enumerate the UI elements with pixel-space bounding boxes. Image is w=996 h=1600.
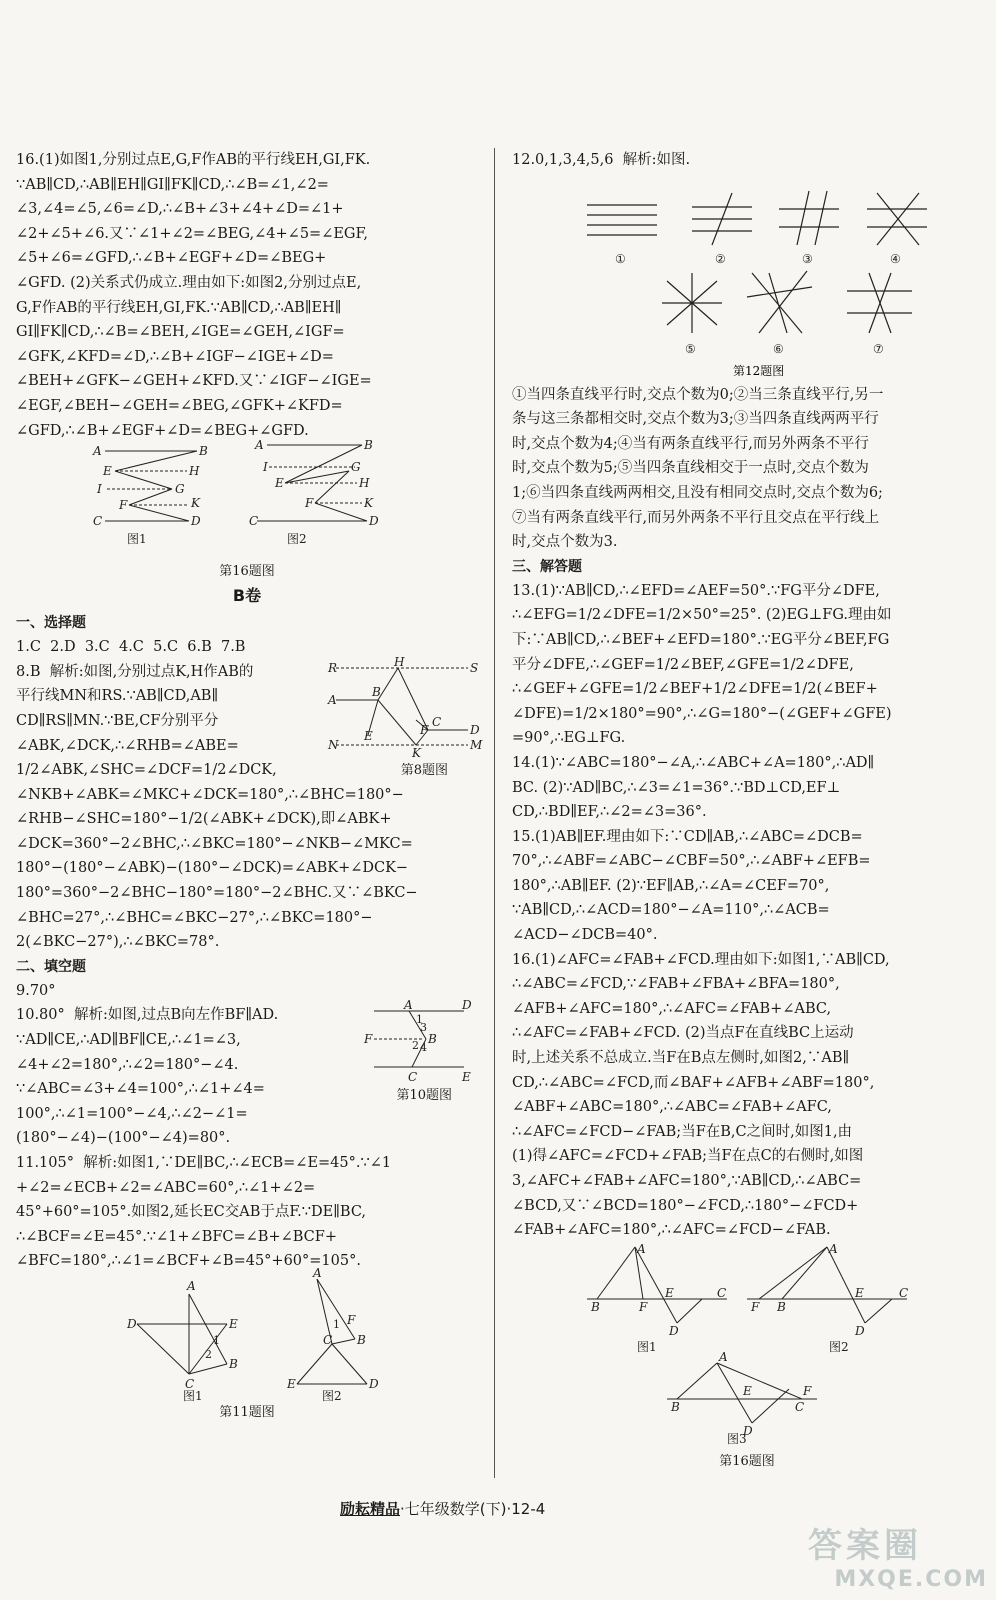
svg-text:B: B (777, 1299, 786, 1314)
svg-text:D: D (669, 1323, 679, 1338)
q8-block (16, 654, 483, 955)
section-b-title: B卷 (232, 586, 262, 606)
svg-text:B: B (372, 684, 381, 699)
section-choice-title: 一、选择题 (16, 615, 86, 632)
svg-text:E: E (103, 464, 112, 479)
svg-text:A: A (637, 1241, 646, 1256)
right-column (512, 148, 982, 1471)
page-footer (340, 1498, 545, 1519)
svg-text:A: A (719, 1349, 728, 1364)
svg-text:C: C (93, 514, 103, 529)
svg-text:B: B (229, 1356, 238, 1371)
q11-solution: 11.105° 解析:如图1,∵DE∥BC,∴∠ECB=∠E=45°.∵∠1 +∠2=∠ECB+∠2=∠ABC=60°,∴∠1+∠2= 45°+60°=105°.如图2,延长EC交AB于点F.∵DE∥BC, ∴∠BCF=∠E=45°.∵∠1+∠BFC=∠B+∠BCF+ ∠BFC=180°,∴∠1=∠BCF+∠B=45°+60°=105°. (16, 1155, 392, 1270)
figure-16-right (577, 1243, 917, 1453)
figure-16-left (87, 438, 407, 563)
svg-text:A: A (829, 1241, 838, 1256)
svg-text:D: D (127, 1316, 137, 1331)
svg-text:E: E (462, 1070, 471, 1085)
svg-text:F: F (803, 1383, 812, 1398)
svg-text:I: I (263, 460, 268, 475)
fig12-num-6: ⑥ (773, 341, 784, 356)
q13-solution: 13.(1)∵AB∥CD,∴∠EFD=∠AEF=50°.∵FG平分∠DFE, ∴∠EFG=1/2∠DFE=1/2×50°=25°. (2)EG⊥FG.理由如 下:∵AB∥CD,∴∠BEF+∠EFD=180°.∵EG平分∠BEF,FG 平分∠DFE,∴∠GEF=1/2∠BEF,∠GFE=1/2∠DFE, ∴∠GEF+∠GFE=1/2∠BEF+1/2∠DFE=1/2(∠BEF+ ∠DFE)=1/2×180°=90°,∴∠G=180°−(∠GEF+∠GFE) =90°,∴EG⊥FG. (512, 582, 892, 747)
svg-text:2: 2 (412, 1039, 419, 1053)
section-answer-title: 三、解答题 (512, 558, 582, 575)
fig16r-label-3: 图3 (727, 1431, 747, 1446)
q10-block (16, 998, 478, 1151)
svg-text:H: H (189, 464, 200, 479)
svg-text:G: G (175, 482, 185, 497)
svg-text:F: F (347, 1312, 356, 1327)
svg-text:G: G (351, 460, 361, 475)
footer-subject: ·七年级数学(下)· (400, 1500, 512, 1518)
q12-answer: 12.0,1,3,4,5,6 解析:如图. (512, 152, 691, 168)
fig12-num-4: ④ (890, 251, 901, 266)
svg-text:1: 1 (416, 1013, 423, 1027)
svg-text:D: D (462, 998, 472, 1013)
svg-text:E: E (855, 1285, 864, 1300)
q8-solution: 8.B 解析:如图,分别过点K,H作AB的 平行线MN和RS.∵AB∥CD,AB∥ CD∥RS∥MN.∵BE,CF分别平分 ∠ABK,∠DCK,∴∠RHB=∠ABE= 1/2∠ABK,∠SHC=∠DCF=1/2∠DCK, ∠NKB+∠ABK=∠MKC+∠DCK=180°,∴∠BHC=180°− ∠RHB−∠SHC=180°−1/2(∠ABK+∠DCK),即∠ABK+ ∠DCK=360°−2∠BHC,∴∠BKC=180°−∠NKB−∠MKC= 180°−(180°−∠ABK)−(180°−∠DCK)=∠ABK+∠DCK− 180°=360°−2∠BHC−180°=180°−2∠BHC.又∵∠BKC− ∠BHC=27°,∴∠BHC=∠BKC−27°,∴∠BKC=180°− 2(∠BKC−27°),∴∠BKC=78°. (16, 663, 418, 951)
svg-text:A: A (255, 438, 264, 453)
svg-text:F: F (305, 496, 314, 511)
figure-12 (547, 173, 947, 383)
q16-solution-right: 16.(1)∠AFC=∠FAB+∠FCD.理由如下:如图1,∵AB∥CD, ∴∠ABC=∠FCD,∵∠FAB+∠FBA+∠BFA=180°, ∠AFB+∠AFC=180°,∴∠AFC=∠FAB+∠ABC, ∴∠AFC=∠FAB+∠FCD. (2)当点F在直线BC上运动 时,上述关系不总成立.当F在B点左侧时,如图2,∵AB∥ CD,∴∠ABC=∠FCD,而∠BAF+∠AFB+∠ABF=180°, ∠ABF+∠ABC=180°,∴∠ABC=∠FAB+∠AFC, ∴∠AFC=∠FCD−∠FAB;当F在B,C之间时,如图1,由 (1)得∠AFC=∠FCD+∠FAB;当F在点C的右侧时,如图 3,∠AFC+∠FAB+∠AFC=180°,∵AB∥CD,∴∠ABC= ∠BCD,又∵∠BCD=180°−∠FCD,∴180°−∠FCD+ ∠FAB+∠AFC=180°,∴∠AFC=∠FCD−∠FAB. (512, 951, 890, 1239)
svg-text:F: F (364, 1032, 373, 1047)
svg-text:E: E (229, 1316, 238, 1331)
fig11-label-1: 图1 (183, 1388, 203, 1403)
svg-text:E: E (364, 728, 373, 743)
watermark-line2: MXQE.COM (834, 1567, 988, 1592)
choice-answers: 1.C 2.D 3.C 4.C 5.C 6.B 7.B (16, 639, 246, 656)
svg-text:D: D (470, 722, 480, 737)
svg-text:D: D (369, 514, 379, 529)
fig10-caption: 第10题图 (396, 1088, 452, 1104)
svg-text:D: D (369, 1376, 379, 1391)
svg-text:E: E (287, 1376, 296, 1391)
footer-brand: 励耘精品 (340, 1500, 401, 1518)
svg-text:4: 4 (420, 1041, 427, 1055)
svg-text:E: E (743, 1383, 752, 1398)
svg-text:A: A (313, 1265, 322, 1280)
svg-text:H: H (394, 654, 405, 669)
svg-text:C: C (323, 1332, 333, 1347)
svg-text:B: B (364, 438, 373, 453)
left-column (16, 148, 483, 1422)
svg-text:H: H (359, 476, 370, 491)
svg-text:F: F (639, 1299, 648, 1314)
svg-text:A: A (187, 1278, 196, 1293)
svg-text:S: S (470, 660, 479, 675)
svg-text:3: 3 (420, 1021, 427, 1035)
q14-solution: 14.(1)∵∠ABC=180°−∠A,∴∠ABC+∠A=180°,∴AD∥ BC. (2)∵AD∥BC,∴∠3=∠1=36°.∵BD⊥CD,EF⊥ CD,∴BD∥EF,∴∠2=∠3=36°. (512, 754, 875, 821)
fig12-num-7: ⑦ (873, 341, 884, 356)
svg-text:A: A (93, 444, 102, 459)
svg-text:K: K (191, 496, 200, 511)
svg-text:C: C (249, 514, 259, 529)
svg-text:M: M (470, 737, 483, 752)
fig12-num-2: ② (715, 251, 726, 266)
svg-text:1: 1 (333, 1317, 340, 1331)
fig11-label-2: 图2 (322, 1388, 342, 1403)
watermark-line1: 答案圈 (808, 1526, 922, 1566)
figure-8 (328, 654, 483, 760)
column-divider (494, 148, 495, 1478)
q15-solution: 15.(1)AB∥EF.理由如下:∵CD∥AB,∴∠ABC=∠DCB= 70°,∴∠ABF=∠ABC−∠CBF=50°,∴∠ABF+∠EFB= 180°,∴AB∥EF. (2)∵EF∥AB,∴∠A=∠CEF=70°, ∵AB∥CD,∴∠ACD=180°−∠A=110°,∴∠ACB= ∠ACD−∠DCB=40°. (512, 828, 871, 944)
figure-11 (107, 1265, 387, 1404)
fig11-caption: 第11题图 (219, 1404, 275, 1420)
svg-text:B: B (357, 1332, 366, 1347)
svg-text:A: A (328, 692, 337, 707)
footer-page: 12-4 (511, 1500, 546, 1518)
svg-text:B: B (199, 444, 208, 459)
svg-text:C: C (432, 714, 442, 729)
svg-text:K: K (412, 745, 421, 760)
svg-text:E: E (275, 476, 284, 491)
svg-text:B: B (591, 1299, 600, 1314)
fig12-num-1: ① (615, 251, 626, 266)
q16-solution: 16.(1)如图1,分别过点E,G,F作AB的平行线EH,GI,FK. ∵AB∥CD,∴AB∥EH∥GI∥FK∥CD,∴∠B=∠1,∠2= ∠3,∠4=∠5,∠6=∠D,∴∠B+∠3+∠4+∠D=∠1+ ∠2+∠5+∠6.又∵∠1+∠2=∠BEG,∠4+∠5=∠EGF, ∠5+∠6=∠GFD,∴∠B+∠EGF+∠D=∠BEG+ ∠GFD. (2)关系式仍成立.理由如下:如图2,分别过点E, G,F作AB的平行线EH,GI,FK.∵AB∥CD,∴AB∥EH∥ GI∥FK∥CD,∴∠B=∠BEH,∠IGE=∠GEH,∠IGF= ∠GFK,∠KFD=∠D,∴∠B+∠IGF−∠IGE+∠D= ∠BEH+∠GFK−∠GEH+∠KFD.又∵∠IGF−∠IGE= ∠EGF,∠BEH−∠GEH=∠BEG,∠GFK+∠KFD= ∠GFD,∴∠B+∠EGF+∠D=∠BEG+∠GFD. (16, 152, 372, 439)
svg-text:A: A (404, 998, 413, 1013)
svg-text:2: 2 (205, 1347, 212, 1361)
svg-text:1: 1 (213, 1333, 220, 1347)
fig16-caption: 第16题图 (219, 564, 275, 580)
svg-text:K: K (364, 496, 373, 511)
fig12-caption: 第12题图 (733, 363, 785, 378)
svg-text:C: C (185, 1376, 195, 1391)
section-fill-title: 二、填空题 (16, 958, 86, 975)
fig16r-caption: 第16题图 (719, 1453, 775, 1469)
svg-text:N: N (328, 737, 339, 752)
q10-solution: 10.80° 解析:如图,过点B向左作BF∥AD. ∵AD∥CE,∴AD∥BF∥CE,∴∠1=∠3, ∠4+∠2=180°,∴∠2=180°−∠4. ∵∠ABC=∠3+∠4=100°,∴∠1+∠4= 100°,∴∠1=100°−∠4,∴∠2−∠1= (180°−∠4)−(100°−∠4)=80°. (16, 1007, 279, 1147)
svg-text:B: B (671, 1399, 680, 1414)
fig2-label: 图2 (287, 532, 307, 547)
fig8-caption: 第8题图 (400, 762, 448, 778)
svg-text:B: B (428, 1032, 437, 1047)
q9-answer: 9.70° (16, 982, 56, 999)
svg-text:C: C (408, 1070, 418, 1085)
svg-text:E: E (665, 1285, 674, 1300)
fig1-label: 图1 (127, 532, 147, 547)
q12-explanation: ①当四条直线平行时,交点个数为0;②当三条直线平行,另一 条与这三条都相交时,交点个数为3;③当四条直线两两平行 时,交点个数为4;④当有两条直线平行,而另外两条不平行 时,交点个数为5;⑤当四条直线相交于一点时,交点个数为 1;⑥当四条直线两两相交,且没有相同交点时,交点个数为6; ⑦当有两条直线平行,而另外两条不平行且交点在平行线上 时,交点个数为3. (512, 386, 884, 551)
svg-text:F: F (751, 1299, 760, 1314)
fig16r-label-1: 图1 (637, 1339, 657, 1354)
svg-text:F: F (119, 498, 128, 513)
svg-text:C: C (717, 1285, 727, 1300)
svg-text:D: D (855, 1323, 865, 1338)
svg-text:I: I (97, 482, 102, 497)
svg-text:D: D (191, 514, 201, 529)
svg-text:R: R (328, 660, 338, 675)
fig12-num-3: ③ (802, 251, 813, 266)
svg-text:C: C (899, 1285, 909, 1300)
fig12-num-5: ⑤ (685, 341, 696, 356)
watermark (808, 1518, 988, 1592)
figure-10 (364, 998, 474, 1085)
svg-text:F: F (420, 722, 429, 737)
svg-text:D: D (743, 1423, 753, 1438)
fig16r-label-2: 图2 (829, 1339, 849, 1354)
svg-text:C: C (795, 1399, 805, 1414)
